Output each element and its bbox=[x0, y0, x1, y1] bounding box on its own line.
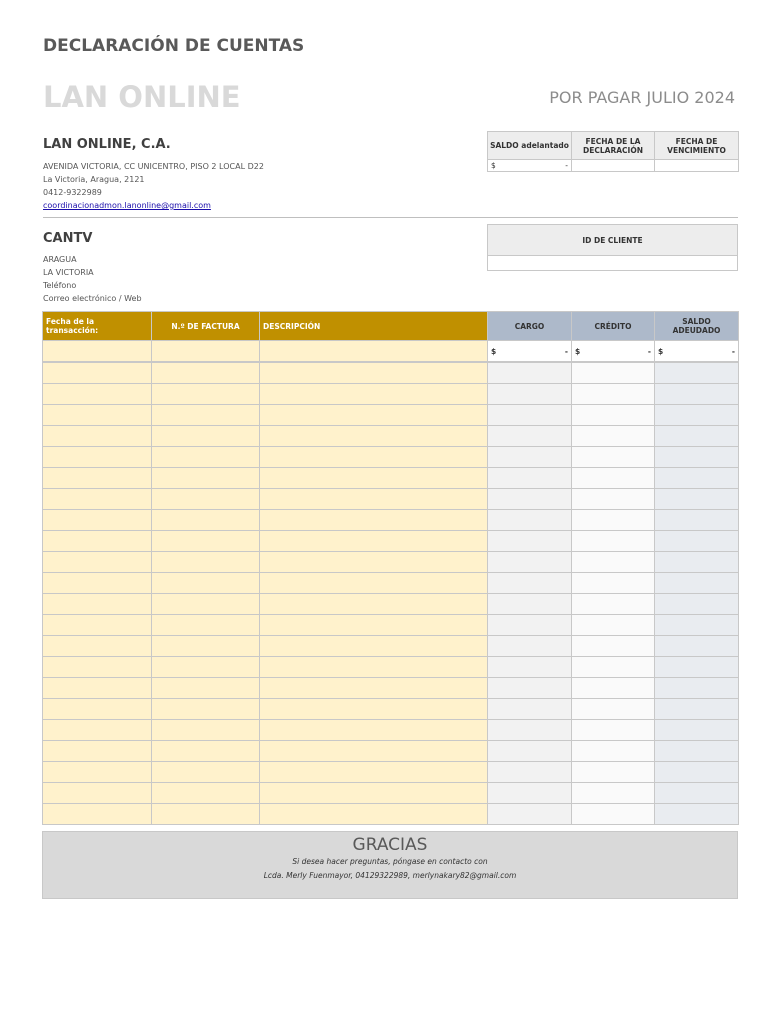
table-row bbox=[43, 468, 739, 489]
date-cell[interactable] bbox=[43, 657, 152, 678]
description-cell[interactable] bbox=[260, 489, 488, 510]
date-cell[interactable] bbox=[43, 762, 152, 783]
client-line1: ARAGUA bbox=[43, 255, 77, 264]
credito-cell[interactable] bbox=[572, 489, 655, 510]
footer-contact-line1: Si desea hacer preguntas, póngase en contacto con bbox=[292, 857, 488, 866]
description-cell[interactable] bbox=[260, 384, 488, 405]
saldo-cell[interactable] bbox=[655, 426, 739, 447]
credito-cell[interactable] bbox=[572, 636, 655, 657]
cargo-cell[interactable] bbox=[488, 636, 572, 657]
invoice-cell[interactable] bbox=[152, 657, 260, 678]
date-cell[interactable] bbox=[43, 804, 152, 825]
summary-saldo-cell[interactable] bbox=[488, 160, 572, 172]
description-cell[interactable] bbox=[260, 657, 488, 678]
description-cell[interactable] bbox=[260, 447, 488, 468]
document-title: DECLARACIÓN DE CUENTAS bbox=[43, 36, 305, 56]
credito-cell[interactable] bbox=[572, 405, 655, 426]
saldo-cell[interactable] bbox=[655, 741, 739, 762]
currency-symbol: $ bbox=[658, 346, 664, 356]
date-cell[interactable] bbox=[43, 426, 152, 447]
description-cell[interactable] bbox=[260, 678, 488, 699]
date-cell[interactable] bbox=[43, 531, 152, 552]
table-row bbox=[43, 657, 739, 678]
summary-header-fecha-vencimiento: FECHA DE VENCIMIENTO bbox=[655, 132, 739, 160]
client-id-table bbox=[487, 224, 738, 271]
company-name: LAN ONLINE, C.A. bbox=[43, 137, 171, 152]
credito-cell[interactable] bbox=[572, 699, 655, 720]
table-row bbox=[43, 384, 739, 405]
saldo-cell[interactable] bbox=[655, 552, 739, 573]
saldo-cell[interactable] bbox=[655, 468, 739, 489]
invoice-cell[interactable] bbox=[152, 426, 260, 447]
saldo-cell[interactable] bbox=[655, 531, 739, 552]
credito-cell[interactable] bbox=[572, 552, 655, 573]
saldo-cell[interactable] bbox=[655, 573, 739, 594]
date-cell[interactable] bbox=[43, 678, 152, 699]
saldo-cell[interactable] bbox=[655, 447, 739, 468]
cargo-cell[interactable] bbox=[488, 362, 572, 384]
summary-table bbox=[487, 131, 739, 172]
description-cell[interactable] bbox=[260, 783, 488, 804]
invoice-cell[interactable] bbox=[152, 531, 260, 552]
saldo-cell[interactable] bbox=[655, 341, 739, 363]
period-label: POR PAGAR JULIO 2024 bbox=[549, 88, 735, 107]
company-address-line1: AVENIDA VICTORIA, CC UNICENTRO, PISO 2 LOCAL D22 bbox=[43, 162, 264, 171]
invoice-cell[interactable] bbox=[152, 804, 260, 825]
date-cell[interactable] bbox=[43, 636, 152, 657]
date-cell[interactable] bbox=[43, 615, 152, 636]
description-cell[interactable] bbox=[260, 720, 488, 741]
description-cell[interactable] bbox=[260, 341, 488, 363]
description-cell[interactable] bbox=[260, 615, 488, 636]
description-cell[interactable] bbox=[260, 804, 488, 825]
saldo-cell[interactable] bbox=[655, 783, 739, 804]
credito-cell[interactable] bbox=[572, 783, 655, 804]
date-cell[interactable] bbox=[43, 552, 152, 573]
cargo-cell[interactable] bbox=[488, 405, 572, 426]
column-header-cargo: CARGO bbox=[488, 312, 572, 341]
description-cell[interactable] bbox=[260, 594, 488, 615]
invoice-cell[interactable] bbox=[152, 783, 260, 804]
company-email-link[interactable]: coordinacionadmon.lanonline@gmail.com bbox=[43, 201, 211, 210]
invoice-cell[interactable] bbox=[152, 594, 260, 615]
invoice-cell[interactable] bbox=[152, 573, 260, 594]
description-cell[interactable] bbox=[260, 762, 488, 783]
invoice-cell[interactable] bbox=[152, 741, 260, 762]
credito-cell[interactable] bbox=[572, 426, 655, 447]
invoice-cell[interactable] bbox=[152, 362, 260, 384]
description-cell[interactable] bbox=[260, 405, 488, 426]
saldo-cell[interactable] bbox=[655, 362, 739, 384]
invoice-cell[interactable] bbox=[152, 468, 260, 489]
invoice-cell[interactable] bbox=[152, 678, 260, 699]
credito-cell[interactable] bbox=[572, 531, 655, 552]
date-cell[interactable] bbox=[43, 720, 152, 741]
invoice-cell[interactable] bbox=[152, 552, 260, 573]
saldo-cell[interactable] bbox=[655, 720, 739, 741]
table-row bbox=[43, 552, 739, 573]
table-row bbox=[43, 447, 739, 468]
credito-cell[interactable] bbox=[572, 762, 655, 783]
currency-symbol: $ bbox=[575, 346, 581, 356]
description-cell[interactable] bbox=[260, 636, 488, 657]
table-row bbox=[43, 341, 739, 363]
credito-cell[interactable] bbox=[572, 594, 655, 615]
cargo-cell[interactable] bbox=[488, 783, 572, 804]
credito-cell[interactable] bbox=[572, 447, 655, 468]
date-cell[interactable] bbox=[43, 384, 152, 405]
cargo-cell[interactable] bbox=[488, 762, 572, 783]
client-line2: LA VICTORIA bbox=[43, 268, 94, 277]
description-cell[interactable] bbox=[260, 468, 488, 489]
invoice-cell[interactable] bbox=[152, 699, 260, 720]
table-row bbox=[43, 741, 739, 762]
date-cell[interactable] bbox=[43, 468, 152, 489]
description-cell[interactable] bbox=[260, 510, 488, 531]
credito-cell[interactable] bbox=[572, 510, 655, 531]
footer-thanks: GRACIAS bbox=[352, 835, 428, 855]
table-row bbox=[43, 594, 739, 615]
table-row bbox=[43, 510, 739, 531]
client-id-cell[interactable] bbox=[488, 256, 738, 271]
invoice-cell[interactable] bbox=[152, 762, 260, 783]
client-id-header: ID DE CLIENTE bbox=[488, 225, 738, 256]
column-header-saldo: SALDO ADEUDADO bbox=[655, 312, 739, 341]
cargo-cell[interactable] bbox=[488, 573, 572, 594]
description-cell[interactable] bbox=[260, 362, 488, 384]
cargo-cell[interactable] bbox=[488, 489, 572, 510]
cargo-cell[interactable] bbox=[488, 594, 572, 615]
date-cell[interactable] bbox=[43, 594, 152, 615]
saldo-cell[interactable] bbox=[655, 636, 739, 657]
cargo-cell[interactable] bbox=[488, 384, 572, 405]
currency-symbol: $ bbox=[491, 161, 496, 170]
credito-cell[interactable] bbox=[572, 384, 655, 405]
summary-header-saldo: SALDO adelantado bbox=[488, 132, 572, 160]
date-cell[interactable] bbox=[43, 405, 152, 426]
invoice-cell[interactable] bbox=[152, 636, 260, 657]
description-cell[interactable] bbox=[260, 531, 488, 552]
description-cell[interactable] bbox=[260, 699, 488, 720]
credito-value: - bbox=[647, 346, 651, 356]
client-web: Correo electrónico / Web bbox=[43, 294, 142, 303]
cargo-cell[interactable] bbox=[488, 426, 572, 447]
cargo-cell[interactable] bbox=[488, 552, 572, 573]
cargo-cell[interactable] bbox=[488, 510, 572, 531]
saldo-cell[interactable] bbox=[655, 405, 739, 426]
saldo-cell[interactable] bbox=[655, 615, 739, 636]
table-row bbox=[43, 405, 739, 426]
date-cell[interactable] bbox=[43, 510, 152, 531]
footer bbox=[42, 831, 738, 899]
table-row bbox=[43, 804, 739, 825]
date-cell[interactable] bbox=[43, 362, 152, 384]
saldo-cell[interactable] bbox=[655, 678, 739, 699]
company-display-name: LAN ONLINE bbox=[43, 80, 241, 114]
summary-saldo-value: - bbox=[565, 161, 568, 170]
table-row bbox=[43, 678, 739, 699]
summary-fecha-declaracion-cell[interactable] bbox=[572, 160, 655, 172]
client-phone: Teléfono bbox=[43, 281, 77, 290]
invoice-cell[interactable] bbox=[152, 341, 260, 363]
table-row bbox=[43, 783, 739, 804]
description-cell[interactable] bbox=[260, 573, 488, 594]
table-row bbox=[43, 489, 739, 510]
table-row bbox=[43, 762, 739, 783]
saldo-cell[interactable] bbox=[655, 804, 739, 825]
client-info-block bbox=[43, 253, 142, 305]
date-cell[interactable] bbox=[43, 741, 152, 762]
cargo-value: - bbox=[564, 346, 568, 356]
table-row bbox=[43, 636, 739, 657]
summary-fecha-vencimiento-cell[interactable] bbox=[655, 160, 739, 172]
table-row bbox=[43, 573, 739, 594]
invoice-cell[interactable] bbox=[152, 405, 260, 426]
credito-cell[interactable] bbox=[572, 741, 655, 762]
credito-cell[interactable] bbox=[572, 804, 655, 825]
column-header-credito: CRÉDITO bbox=[572, 312, 655, 341]
credito-cell[interactable] bbox=[572, 362, 655, 384]
company-phone: 0412-9322989 bbox=[43, 188, 102, 197]
credito-cell[interactable] bbox=[572, 573, 655, 594]
invoice-cell[interactable] bbox=[152, 447, 260, 468]
credito-cell[interactable] bbox=[572, 468, 655, 489]
table-row bbox=[43, 362, 739, 384]
invoice-cell[interactable] bbox=[152, 615, 260, 636]
table-row bbox=[43, 615, 739, 636]
saldo-cell[interactable] bbox=[655, 384, 739, 405]
cargo-cell[interactable] bbox=[488, 447, 572, 468]
credito-cell[interactable] bbox=[572, 341, 655, 363]
description-cell[interactable] bbox=[260, 552, 488, 573]
cargo-cell[interactable] bbox=[488, 615, 572, 636]
date-cell[interactable] bbox=[43, 699, 152, 720]
saldo-cell[interactable] bbox=[655, 594, 739, 615]
date-cell[interactable] bbox=[43, 783, 152, 804]
invoice-cell[interactable] bbox=[152, 510, 260, 531]
cargo-cell[interactable] bbox=[488, 341, 572, 363]
cargo-cell[interactable] bbox=[488, 699, 572, 720]
company-address-line2: La Victoria, Aragua, 2121 bbox=[43, 175, 145, 184]
cargo-cell[interactable] bbox=[488, 468, 572, 489]
table-row bbox=[43, 699, 739, 720]
credito-cell[interactable] bbox=[572, 615, 655, 636]
saldo-cell[interactable] bbox=[655, 489, 739, 510]
date-cell[interactable] bbox=[43, 573, 152, 594]
date-cell[interactable] bbox=[43, 341, 152, 363]
cargo-cell[interactable] bbox=[488, 804, 572, 825]
date-cell[interactable] bbox=[43, 489, 152, 510]
credito-cell[interactable] bbox=[572, 678, 655, 699]
cargo-cell[interactable] bbox=[488, 657, 572, 678]
footer-contact-line2: Lcda. Merly Fuenmayor, 04129322989, merlynakary82@gmail.com bbox=[263, 871, 517, 880]
transactions-table bbox=[42, 311, 739, 825]
saldo-value: - bbox=[731, 346, 735, 356]
company-address-block bbox=[43, 160, 264, 212]
saldo-cell[interactable] bbox=[655, 657, 739, 678]
column-header-date: Fecha de la transacción: bbox=[43, 312, 152, 341]
cargo-cell[interactable] bbox=[488, 678, 572, 699]
invoice-cell[interactable] bbox=[152, 384, 260, 405]
cargo-cell[interactable] bbox=[488, 741, 572, 762]
client-name: CANTV bbox=[43, 231, 93, 246]
cargo-cell[interactable] bbox=[488, 531, 572, 552]
description-cell[interactable] bbox=[260, 426, 488, 447]
cargo-cell[interactable] bbox=[488, 720, 572, 741]
column-header-description: DESCRIPCIÓN bbox=[260, 312, 488, 341]
credito-cell[interactable] bbox=[572, 657, 655, 678]
section-divider bbox=[43, 217, 738, 218]
invoice-cell[interactable] bbox=[152, 720, 260, 741]
saldo-cell[interactable] bbox=[655, 762, 739, 783]
currency-symbol: $ bbox=[491, 346, 497, 356]
table-row bbox=[43, 426, 739, 447]
saldo-cell[interactable] bbox=[655, 510, 739, 531]
credito-cell[interactable] bbox=[572, 720, 655, 741]
description-cell[interactable] bbox=[260, 741, 488, 762]
date-cell[interactable] bbox=[43, 447, 152, 468]
invoice-cell[interactable] bbox=[152, 489, 260, 510]
summary-header-fecha-declaracion: FECHA DE LA DECLARACIÓN bbox=[572, 132, 655, 160]
table-row bbox=[43, 720, 739, 741]
column-header-invoice: N.º DE FACTURA bbox=[152, 312, 260, 341]
saldo-cell[interactable] bbox=[655, 699, 739, 720]
table-row bbox=[43, 531, 739, 552]
